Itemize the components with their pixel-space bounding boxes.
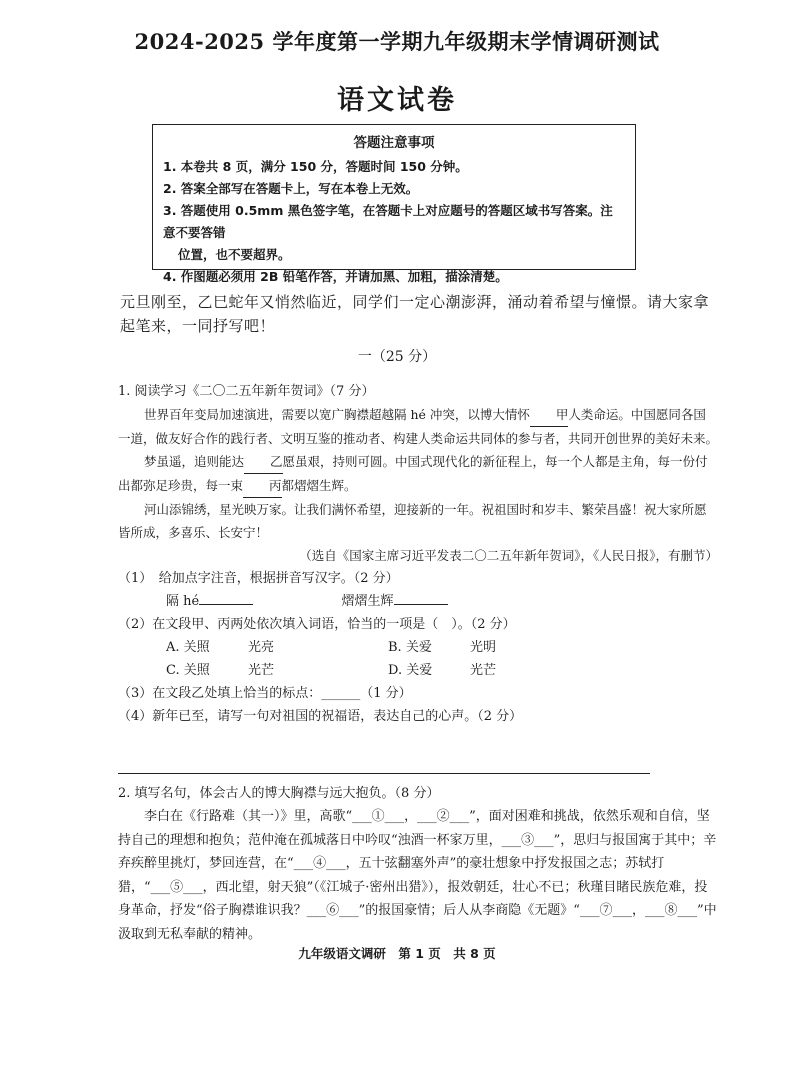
- page-footer: 九年级语文调研 第 1 页 共 8 页: [298, 946, 496, 961]
- notice-box: [152, 124, 636, 284]
- notice-item: 2. 答案全部写在答题卡上，写在本卷上无效。: [163, 181, 419, 196]
- exam-title: 2024-2025 学年度第一学期九年级期末学情调研测试: [134, 29, 660, 54]
- passage-text: 都熠熠生辉。: [281, 478, 357, 493]
- question-heading: 2. 填写名句，体会古人的博大胸襟与远大抱负。（8 分）: [118, 786, 440, 801]
- notice-item: 位置，也不要超界。: [178, 247, 291, 262]
- passage-text: 愿虽艰，持则可圆。中国式现代化的新征程上，每一个人都是主角，每一份付出都弥足珍贵，每一束: [118, 454, 708, 493]
- passage-paragraph: 河山添锦绣，星光映万家。让我们满怀希望，迎接新的一年。祝祖国时和岁丰、繁荣昌盛！祝大家所愿皆所成，多喜乐、长安宁！: [118, 502, 707, 540]
- options-row: [118, 659, 718, 682]
- passage-paragraph: [118, 450, 718, 498]
- answer-blank[interactable]: [199, 604, 253, 605]
- question-1: [118, 380, 718, 728]
- option-a-word1: A. 关照: [166, 640, 210, 655]
- subquestion-4: （4）新年已至，请写一句对祖国的祝福语，表达自己的心声。（2 分）: [118, 709, 523, 724]
- option-b-word1: B. 关爱: [388, 640, 432, 655]
- subquestion-3: （3）在文段乙处填上恰当的标点：______（1 分）: [118, 686, 412, 701]
- phonetic-item: 熠熠生辉: [341, 594, 394, 609]
- intro-paragraph: 元旦刚至，乙巳蛇年又悄然临近，同学们一定心潮澎湃，涌动着希望与憧憬。请大家拿起笔来，一同抒写吧！: [120, 293, 710, 335]
- passage-text: 梦虽遥，追则能达: [144, 454, 245, 469]
- answer-blank[interactable]: [394, 604, 448, 605]
- blank-bing: 丙: [243, 474, 282, 498]
- option-d-word2: 光芒: [470, 663, 497, 678]
- section-divider: [118, 773, 650, 774]
- option-b-word2: 光明: [470, 640, 497, 655]
- blank-jia: 甲: [530, 403, 569, 427]
- source-citation: （选自《国家主席习近平发表二〇二五年新年贺词》，《人民日报》，有删节）: [299, 548, 718, 563]
- passage-text: 人类命运。中国愿同各国一道，做友好合作的践行者、文明互鉴的推动者、构建人类命运共同体的参与者，共同开创世界的美好未来。: [118, 407, 719, 446]
- notice-item: 4. 作图题必须用 2B 铅笔作答，并请加黑、加粗，描涂清楚。: [163, 269, 508, 284]
- notice-title: 答题注意事项: [353, 135, 435, 151]
- option-d-word1: D. 关爱: [388, 663, 433, 678]
- pinyin-item: 隔 hé: [166, 594, 200, 609]
- subquestion-2: （2）在文段甲、丙两处依次填入词语，恰当的一项是（ ）。（2 分）: [118, 617, 516, 632]
- notice-item: 1. 本卷共 8 页，满分 150 分，答题时间 150 分钟。: [163, 159, 468, 174]
- option-c-word1: C. 关照: [166, 663, 210, 678]
- subquestion-1-items: [118, 590, 718, 613]
- option-c-word2: 光芒: [248, 663, 275, 678]
- question-heading: 1. 阅读学习《二〇二五年新年贺词》（7 分）: [118, 384, 375, 399]
- blank-yi: 乙: [244, 450, 283, 474]
- exam-subtitle: 语文试卷: [337, 85, 457, 116]
- question-2: [118, 782, 718, 946]
- passage-paragraph: [118, 403, 718, 450]
- option-a-word2: 光亮: [248, 640, 275, 655]
- question-text: 李白在《行路难（其一）》里，高歌“___①___，___②___”，面对困难和挑战，依然乐观和自信，坚持自己的理想和抱负；范仲淹在孤城落日中吟叹“浊酒一杯家万里，___③___”，思归与报国寓于其中；辛弃疾醉里挑灯，梦回连营，在“___④___，五十弦翻塞外声”的豪壮想象中抒发报国之志；苏轼打猎，“___⑤___，西北望，射天狼”（《江城子·密州出猎》），报效朝廷，壮心不已；秋瑾目睹民族危难，投身革命，抒发“俗子胸襟谁识我？___⑥___”的报国豪情；后人从李商隐《无题》“___⑦___，___⑧___”中汲取到无私奉献的精神。: [118, 809, 717, 942]
- options-row: [118, 636, 718, 659]
- subquestion-1: （1） 给加点字注音，根据拼音写汉字。（2 分）: [118, 571, 399, 586]
- notice-item: 3. 答题使用 0.5mm 黑色签字笔，在答题卡上对应题号的答题区域书写答案。注意不要答错: [163, 203, 613, 240]
- passage-text: 世界百年变局加速演进，需要以宽广胸襟超越隔 hé 冲突，以博大情怀: [144, 407, 530, 422]
- section-heading: 一（25 分）: [357, 349, 437, 365]
